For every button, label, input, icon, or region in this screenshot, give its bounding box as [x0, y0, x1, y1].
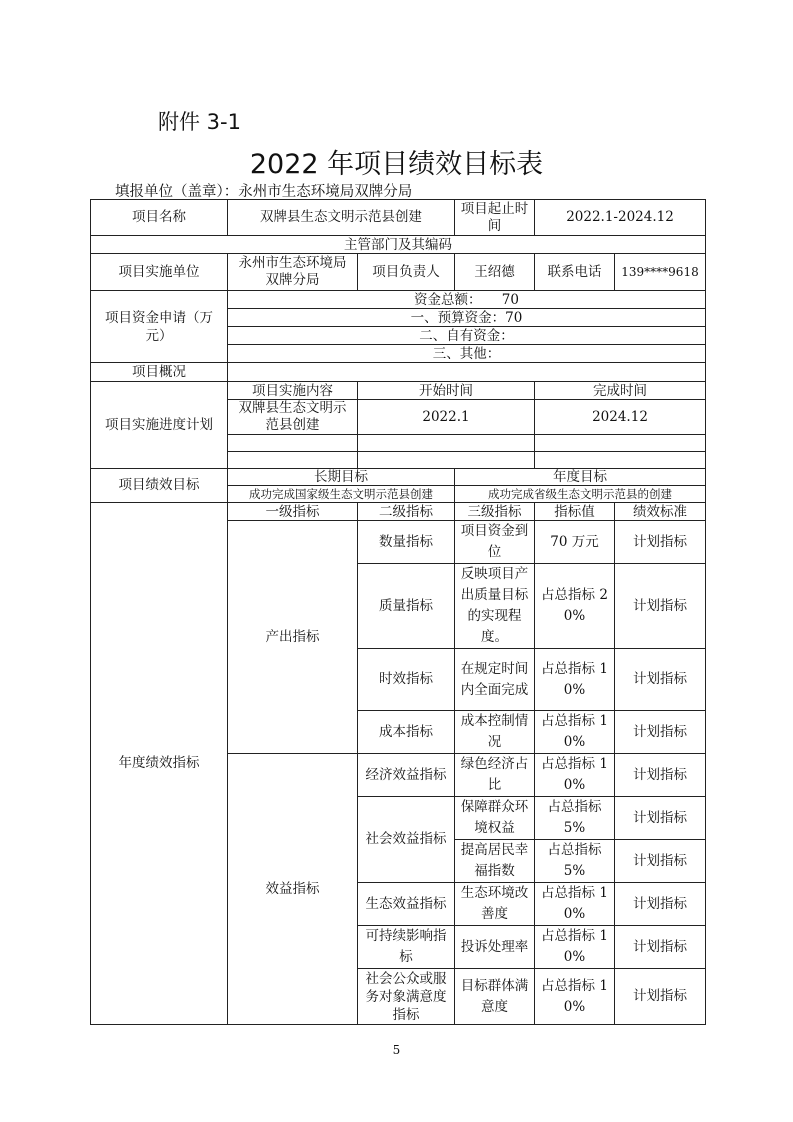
col-level1: 一级指标	[228, 503, 358, 521]
attachment-label: 附件 3-1	[158, 110, 241, 134]
level3-cell: 绿色经济占比	[455, 754, 535, 797]
page-number: 5	[392, 1043, 401, 1057]
period-value: 2022.1-2024.12	[535, 200, 706, 236]
output-indicator-label: 产出指标	[228, 521, 358, 754]
benefit-indicator-label: 效益指标	[228, 754, 358, 1025]
standard-cell: 计划指标	[615, 649, 706, 711]
schedule-col-end: 完成时间	[535, 382, 706, 400]
goals-label: 项目绩效目标	[91, 469, 228, 503]
level3-cell: 项目资金到位	[455, 521, 535, 564]
row-project-name	[91, 200, 706, 236]
row-indicator-header	[91, 503, 706, 521]
funds-own: 二、自有资金：	[228, 327, 706, 345]
schedule-end: 2024.12	[535, 400, 706, 435]
schedule-label: 项目实施进度计划	[91, 382, 228, 469]
impl-unit-value: 永州市生态环境局双牌分局	[228, 254, 358, 291]
level3-cell: 目标群体满意度	[455, 969, 535, 1025]
standard-cell: 计划指标	[615, 840, 706, 883]
value-cell: 占总指标 10%	[535, 711, 615, 754]
value-cell: 占总指标 5%	[535, 797, 615, 840]
value-cell: 占总指标 10%	[535, 926, 615, 969]
level2-cell: 质量指标	[358, 564, 455, 649]
standard-cell: 计划指标	[615, 883, 706, 926]
standard-cell: 计划指标	[615, 969, 706, 1025]
level2-cell: 经济效益指标	[358, 754, 455, 797]
funds-total: 资金总额： 70	[228, 291, 706, 309]
schedule-content: 双牌县生态文明示范县创建	[228, 400, 358, 435]
standard-cell: 计划指标	[615, 926, 706, 969]
col-value: 指标值	[535, 503, 615, 521]
level2-cell: 数量指标	[358, 521, 455, 564]
level3-cell: 反映项目产出质量目标的实现程度。	[455, 564, 535, 649]
level2-cell: 时效指标	[358, 649, 455, 711]
long-term-label: 长期目标	[228, 469, 455, 486]
standard-cell: 计划指标	[615, 797, 706, 840]
leader-value: 王绍德	[455, 254, 535, 291]
annual-goal: 成功完成省级生态文明示范县的创建	[455, 486, 706, 503]
project-name-label: 项目名称	[91, 200, 228, 236]
value-cell: 占总指标 20%	[535, 564, 615, 649]
value-cell: 占总指标 10%	[535, 754, 615, 797]
annual-label: 年度目标	[455, 469, 706, 486]
row-funds-total	[91, 291, 706, 309]
level2-cell: 社会效益指标	[358, 797, 455, 883]
level3-cell: 生态环境改善度	[455, 883, 535, 926]
impl-unit-label: 项目实施单位	[91, 254, 228, 291]
standard-cell: 计划指标	[615, 711, 706, 754]
funds-other: 三、其他：	[228, 345, 706, 363]
level3-cell: 投诉处理率	[455, 926, 535, 969]
project-name-value: 双牌县生态文明示范县创建	[228, 200, 455, 236]
page-title: 2022 年项目绩效目标表	[249, 149, 544, 180]
level2-cell: 社会公众或服务对象满意度指标	[358, 969, 455, 1025]
funds-budget: 一、预算资金：70	[228, 309, 706, 327]
standard-cell: 计划指标	[615, 521, 706, 564]
schedule-col-start: 开始时间	[358, 382, 535, 400]
value-cell: 占总指标 5%	[535, 840, 615, 883]
schedule-col-content: 项目实施内容	[228, 382, 358, 400]
row-overview	[91, 363, 706, 382]
annual-indicators-label: 年度绩效指标	[91, 503, 228, 1025]
period-label: 项目起止时间	[455, 200, 535, 236]
row-impl-unit	[91, 254, 706, 291]
level2-cell: 可持续影响指标	[358, 926, 455, 969]
col-level3: 三级指标	[455, 503, 535, 521]
col-standard: 绩效标准	[615, 503, 706, 521]
level3-cell: 成本控制情况	[455, 711, 535, 754]
standard-cell: 计划指标	[615, 754, 706, 797]
performance-table	[90, 199, 706, 1025]
level3-cell: 保障群众环境权益	[455, 797, 535, 840]
phone-value: 139****9618	[615, 254, 706, 291]
value-cell: 占总指标 10%	[535, 883, 615, 926]
value-cell: 70 万元	[535, 521, 615, 564]
phone-label: 联系电话	[535, 254, 615, 291]
dept-label: 主管部门及其编码	[91, 236, 706, 254]
level2-cell: 成本指标	[358, 711, 455, 754]
level3-cell: 在规定时间内全面完成	[455, 649, 535, 711]
schedule-start: 2022.1	[358, 400, 535, 435]
overview-label: 项目概况	[91, 363, 228, 382]
row-schedule-header	[91, 382, 706, 400]
overview-value	[228, 363, 706, 382]
level3-cell: 提高居民幸福指数	[455, 840, 535, 883]
row-dept	[91, 236, 706, 254]
col-level2: 二级指标	[358, 503, 455, 521]
leader-label: 项目负责人	[358, 254, 455, 291]
level2-cell: 生态效益指标	[358, 883, 455, 926]
row-goals-header	[91, 469, 706, 486]
value-cell: 占总指标 10%	[535, 649, 615, 711]
long-term-goal: 成功完成国家级生态文明示范县创建	[228, 486, 455, 503]
value-cell: 占总指标 10%	[535, 969, 615, 1025]
standard-cell: 计划指标	[615, 564, 706, 649]
reporting-unit: 填报单位（盖章）：永州市生态环境局双牌分局	[115, 184, 413, 200]
funds-label: 项目资金申请（万元）	[91, 291, 228, 363]
